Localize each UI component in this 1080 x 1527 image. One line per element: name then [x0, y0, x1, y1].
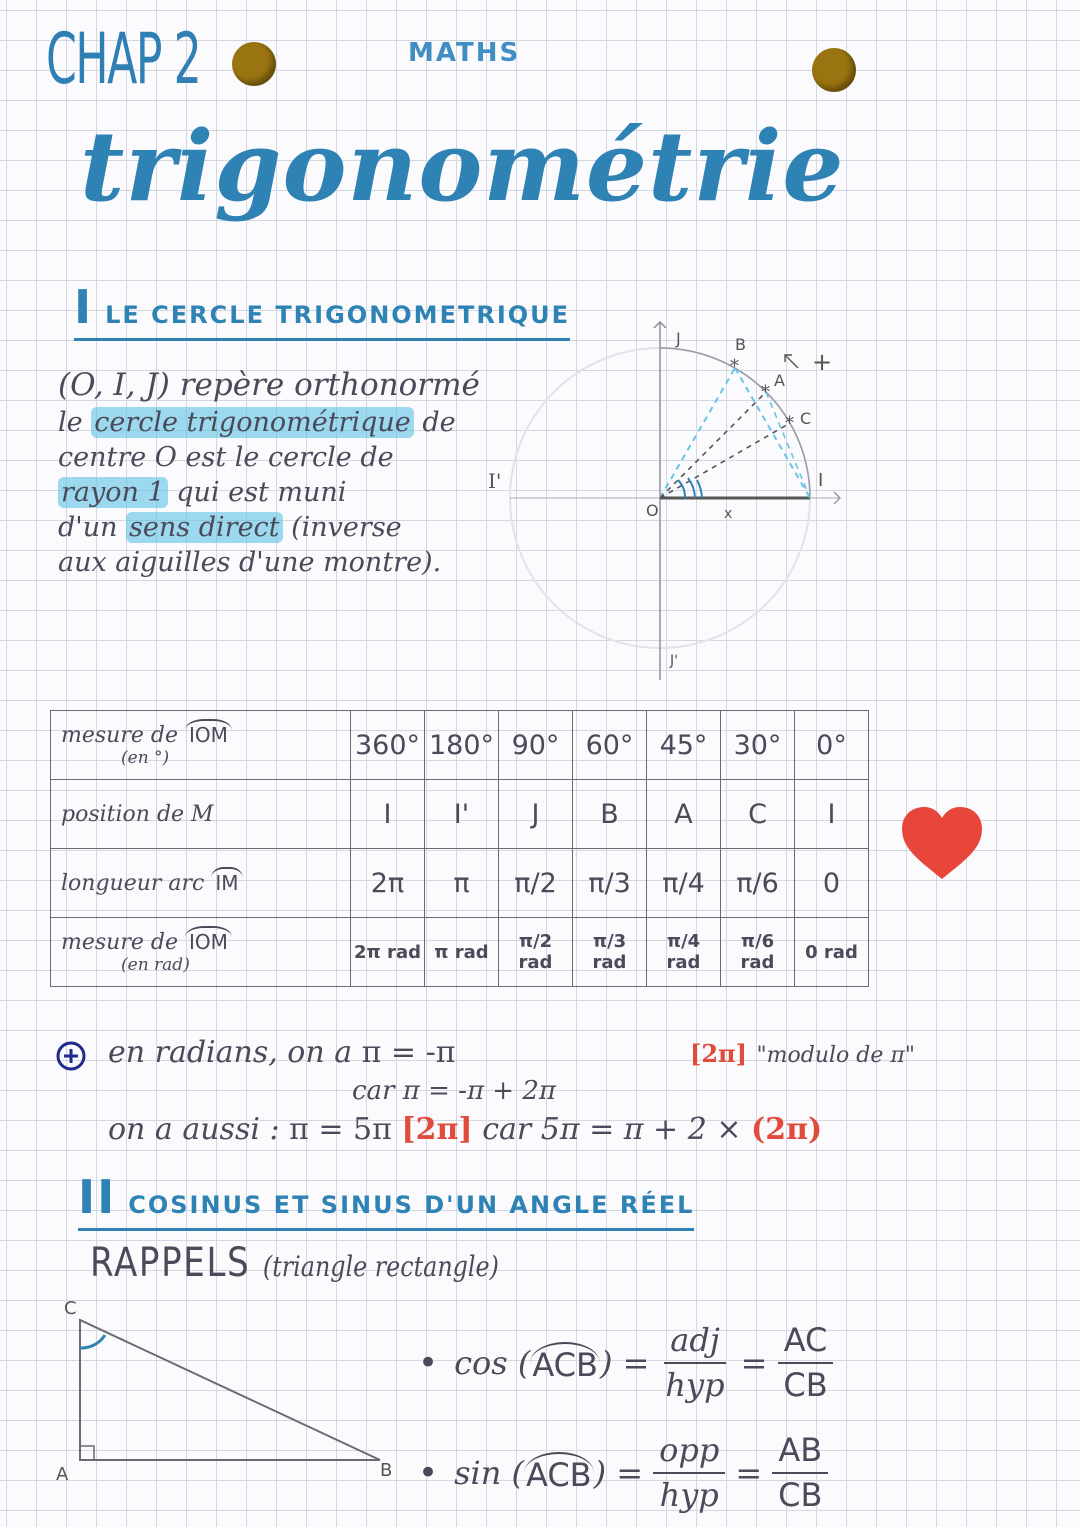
section-1-title: LE CERCLE TRIGONOMETRIQUE — [105, 301, 571, 329]
svg-text:*: * — [761, 382, 770, 403]
rappels-heading: RAPPELS (triangle rectangle) — [90, 1240, 499, 1286]
label-x: x — [724, 506, 733, 522]
section-2-number: II — [78, 1170, 117, 1224]
cell: A — [647, 780, 721, 849]
note-line-3: on a aussi : π = 5π [2π] car 5π = π + 2 × (2π) — [108, 1112, 823, 1147]
cell: 0 — [795, 849, 869, 918]
cell: I — [795, 780, 869, 849]
highlight-rayon: rayon 1 — [58, 477, 168, 508]
label-Jprime: J' — [670, 653, 678, 669]
label-A: A — [774, 371, 785, 390]
label-I: I — [818, 470, 824, 491]
cos-formula: • cos ( ACB ) = adj hyp = $\frac{AC}{CB}$ — [418, 1322, 844, 1404]
label-O: O — [646, 501, 659, 520]
cell: 30° — [721, 711, 795, 780]
cell: 2π rad — [351, 918, 425, 987]
svg-text:*: * — [785, 413, 794, 434]
direction-plus-icon: + — [812, 348, 833, 376]
vertex-B: B — [380, 1460, 393, 1481]
sin-formula: • sin ( ACB ) = opp hyp = $\frac{AB}{CB}$ — [418, 1432, 838, 1514]
page-title: trigonométrie — [80, 110, 845, 223]
row-header-arc-length: longueur arc IM — [51, 849, 351, 918]
label-Iprime: I' — [488, 469, 502, 493]
right-angle-mark — [80, 1446, 94, 1460]
svg-text:*: * — [730, 356, 739, 377]
right-triangle-diagram — [50, 1290, 410, 1490]
label-J: J — [676, 329, 681, 348]
table-row — [51, 918, 869, 987]
trig-circle-diagram — [480, 310, 860, 680]
angle-C-mark — [80, 1335, 105, 1348]
definition-line-2: le cercle trigonométrique de — [58, 407, 456, 438]
cell: π rad — [425, 918, 499, 987]
section-2-heading — [78, 1170, 694, 1231]
cell: π/4 rad — [647, 918, 721, 987]
plus-circle-icon — [55, 1040, 87, 1072]
cell: 90° — [499, 711, 573, 780]
cell: 45° — [647, 711, 721, 780]
vertex-A: A — [56, 1464, 69, 1485]
definition-line-4: rayon 1 qui est muni — [58, 475, 558, 510]
label-C: C — [800, 409, 812, 428]
note-modulo: [2π] "modulo de π" — [690, 1039, 915, 1068]
cell: π — [425, 849, 499, 918]
cell: π/4 — [647, 849, 721, 918]
cell: C — [721, 780, 795, 849]
cell: π/6 — [721, 849, 795, 918]
cell: 180° — [425, 711, 499, 780]
table-row — [51, 780, 869, 849]
cell: I' — [425, 780, 499, 849]
binder-hole-left — [232, 42, 276, 86]
row-header-radians: mesure de IOM (en rad) — [51, 918, 351, 987]
definition-line-6: aux aiguilles d'une montre). — [58, 547, 442, 578]
cell: I — [351, 780, 425, 849]
cell: π/3 — [573, 849, 647, 918]
cell: B — [573, 780, 647, 849]
note-line-1: en radians, on a π = -π — [108, 1035, 456, 1070]
conversion-table — [50, 710, 869, 987]
cell: π/2 rad — [499, 918, 573, 987]
cell: J — [499, 780, 573, 849]
label-B: B — [735, 335, 746, 354]
section-2-title: COSINUS ET SINUS D'UN ANGLE RÉEL — [128, 1191, 695, 1219]
ray-OB — [660, 368, 735, 498]
definition-line-3: centre O est le cercle de — [58, 442, 394, 473]
section-1-number: I — [74, 280, 94, 334]
table-row — [51, 849, 869, 918]
cell: π/3 rad — [573, 918, 647, 987]
cell: 60° — [573, 711, 647, 780]
triangle-shape — [80, 1320, 380, 1460]
cell: π/2 — [499, 849, 573, 918]
row-header-position: position de M — [51, 780, 351, 849]
cell: 0 rad — [795, 918, 869, 987]
cell: 2π — [351, 849, 425, 918]
chapter-label: CHAP 2 — [46, 18, 201, 100]
cell: π/6 rad — [721, 918, 795, 987]
highlight-sens: sens direct — [126, 512, 282, 543]
note-line-2: car π = -π + 2π — [352, 1076, 556, 1106]
row-header-degrees: mesure de IOM (en °) — [51, 711, 351, 780]
definition-line-5: d'un sens direct (inverse — [58, 512, 402, 543]
vertex-C: C — [64, 1298, 77, 1319]
heart-icon — [900, 805, 984, 881]
cell: 360° — [351, 711, 425, 780]
table-row — [51, 711, 869, 780]
subject-label: MATHS — [408, 38, 521, 68]
highlight-cercle: cercle trigonométrique — [91, 407, 414, 438]
cell: 0° — [795, 711, 869, 780]
definition-line-1: (O, I, J) repère orthonormé — [58, 367, 480, 403]
binder-hole-right — [812, 48, 856, 92]
ray-OC — [660, 423, 790, 498]
